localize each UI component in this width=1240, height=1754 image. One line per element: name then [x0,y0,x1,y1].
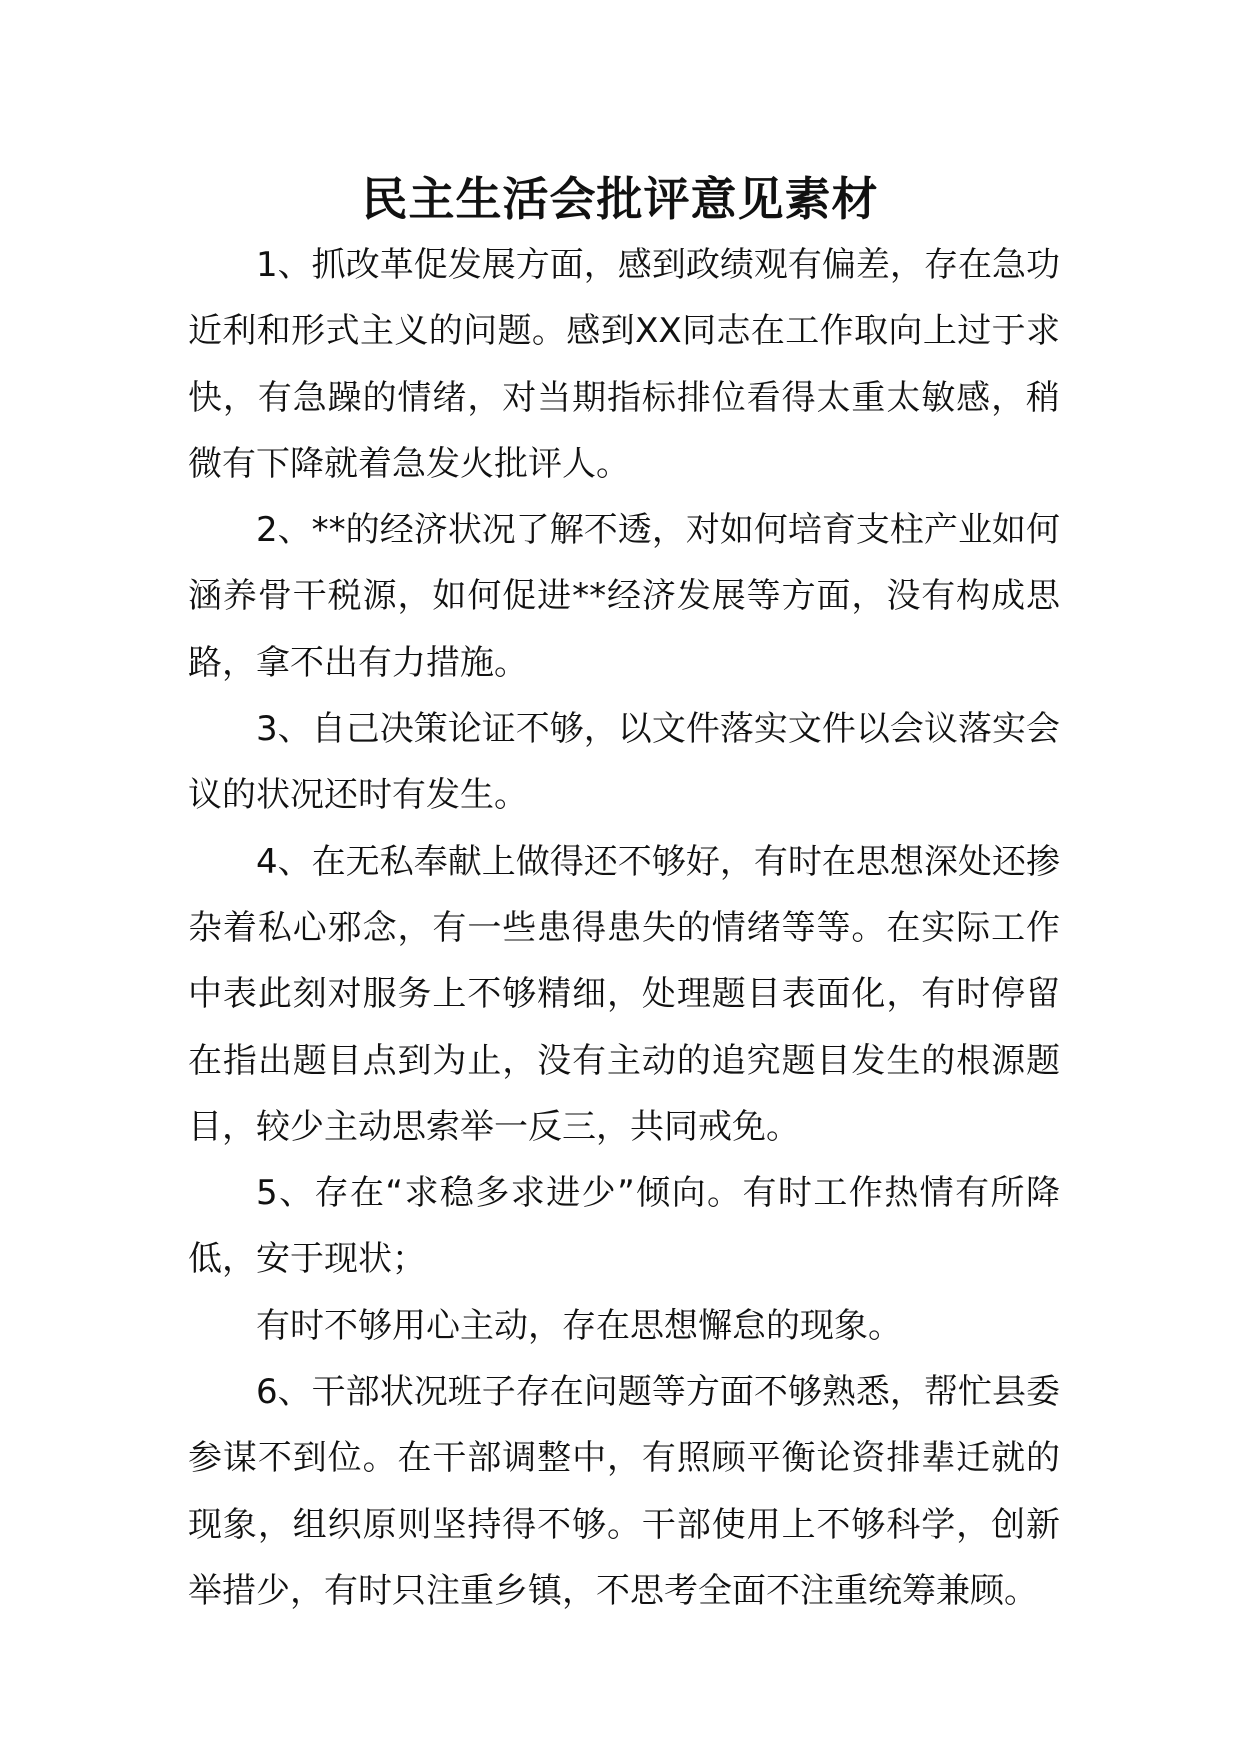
paragraph-5-continued: 有时不够用心主动，存在思想懈怠的现象。 [256,1305,902,1346]
document-title: 民主生活会批评意见素材 [361,172,879,226]
paragraph-4: 4、在无私奉献上做得还不够好，有时在思想深处还掺杂着私心邪念，有一些患得患失的情绪等等。在实际工作中表此刻对服务上不够精细，处理题目表面化，有时停留在指出题目点到为止，没有主动的追究题目发生的根源题目，较少主动思索举一反三，共同戒免。 [188,841,1060,1147]
paragraph-5: 5、存在“求稳多求进少”倾向。有时工作热情有所降低，安于现状； [188,1173,1060,1280]
paragraph-2: 2、**的经济状况了解不透，对如何培育支柱产业如何涵养骨干税源，如何促进**经济发展等方面，没有构成思路，拿不出有力措施。 [188,510,1060,683]
paragraph-6: 6、干部状况班子存在问题等方面不够熟悉，帮忙县委参谋不到位。在干部调整中，有照顾平衡论资排辈迁就的现象，组织原则坚持得不够。干部使用上不够科学，创新举措少，有时只注重乡镇，不思考全面不注重统筹兼顾。 [188,1372,1060,1611]
paragraph-3: 3、自己决策论证不够，以文件落实文件以会议落实会议的状况还时有发生。 [188,709,1060,816]
document-body [188,232,1060,1624]
paragraph-1: 1、抓改革促发展方面，感到政绩观有偏差，存在急功近利和形式主义的问题。感到XX同志在工作取向上过于求快，有急躁的情绪，对当期指标排位看得太重太敏感，稍微有下降就着急发火批评人。 [188,245,1060,484]
